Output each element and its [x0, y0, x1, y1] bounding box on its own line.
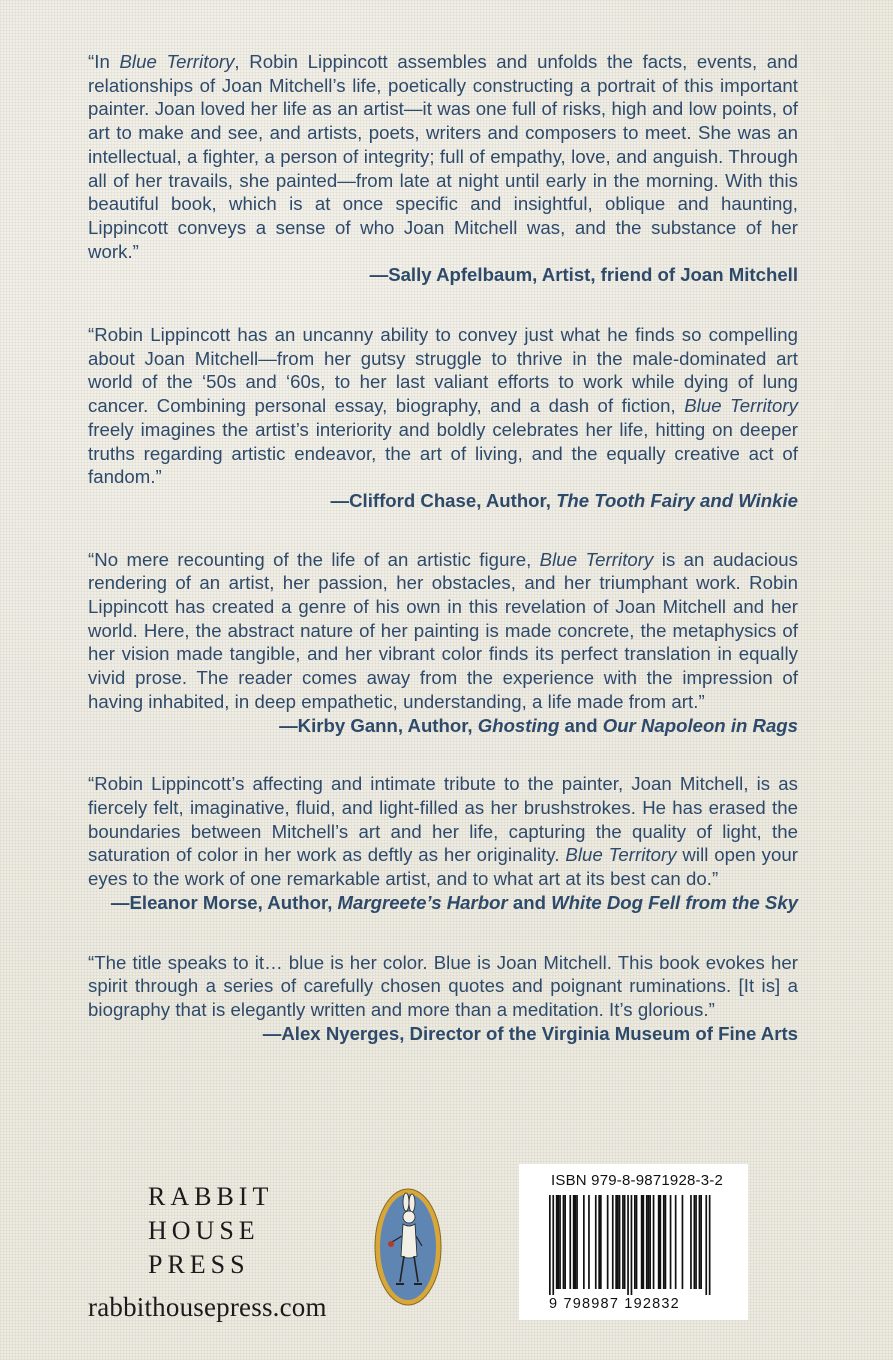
- quote-text: [88, 951, 798, 1022]
- endorsements: [88, 50, 798, 1081]
- barcode-bar: [627, 1195, 629, 1295]
- italic-title: Blue Territory: [565, 844, 677, 866]
- text-run: “In: [88, 51, 120, 72]
- italic-title: Ghosting: [477, 714, 560, 736]
- barcode-bar: [709, 1195, 711, 1295]
- quote-attribution: [88, 891, 798, 915]
- text-run: —Eleanor Morse, Author,: [110, 891, 338, 913]
- barcode-bar: [624, 1195, 626, 1289]
- quote-block: [88, 323, 798, 513]
- barcode-bars: [549, 1195, 719, 1295]
- publisher-name-line: RABBIT: [148, 1182, 274, 1211]
- quote-text: [88, 772, 798, 891]
- italic-title: Blue Territory: [539, 548, 654, 570]
- quote-text: [88, 50, 798, 263]
- text-run: “No mere recounting of the life of an artistic figure,: [88, 548, 540, 570]
- barcode-bar: [682, 1195, 684, 1289]
- barcode-bar: [705, 1195, 707, 1295]
- text-run: “Robin Lippincott’s affecting and intimate tribute to the painter, Joan Mitchell, is as fiercely felt, imaginative, fluid, and light-filled as her brushstrokes. He has erased the boundaries between Mitchell’s art and her life, capturing the quality of light, the saturation of color in her work as deftly as her originality.: [88, 773, 798, 866]
- quote-block: [88, 548, 798, 738]
- barcode-bar: [634, 1195, 636, 1289]
- text-run: is an audacious rendering of an artist, her passion, her obstacles, and her triumphant work. Robin Lippincott has created a genre of his own in this revelation of Joan Mitchell and her world. Here, the abstract nature of her painting is made concrete, the metaphysics of her vision made tangible, and her vibrant color finds its perfect translation in equally vivid prose. The reader comes away from the experience with the impression of having inhabited, in deep empathetic, understanding, a life made from art.”: [88, 548, 798, 712]
- isbn-barcode: [519, 1164, 748, 1320]
- text-run: “The title speaks to it… blue is her color. Blue is Joan Mitchell. This book evokes her spirit through a series of carefully chosen quotes and poignant ruminations. [It is] a biography that is elegantly written and more than a meditation. It’s glorious.”: [88, 951, 798, 1020]
- barcode-bar: [563, 1195, 565, 1289]
- text-run: —Kirby Gann, Author,: [279, 714, 478, 736]
- publisher-name: [148, 1180, 358, 1282]
- barcode-bar: [556, 1195, 558, 1289]
- quote-attribution: [88, 714, 798, 738]
- barcode-bar: [588, 1195, 590, 1289]
- barcode-bar: [641, 1195, 643, 1289]
- italic-title: Our Napoleon in Rags: [602, 714, 798, 736]
- barcode-bar: [619, 1195, 621, 1289]
- italic-title: Blue Territory: [684, 395, 798, 417]
- barcode-bar: [612, 1195, 614, 1289]
- publisher-name-line: PRESS: [148, 1250, 250, 1279]
- quote-text: [88, 323, 798, 489]
- barcode-bar: [559, 1195, 561, 1289]
- barcode-bar: [576, 1195, 578, 1289]
- barcode-bar: [552, 1195, 554, 1295]
- barcode-bar: [549, 1195, 551, 1295]
- barcode-bar: [583, 1195, 585, 1289]
- barcode-bar: [649, 1195, 651, 1289]
- barcode-bar: [575, 1195, 577, 1289]
- quote-text: [88, 548, 798, 714]
- barcode-bar: [617, 1195, 619, 1289]
- barcode-bar: [675, 1195, 677, 1289]
- barcode-bar: [700, 1195, 702, 1289]
- barcode-bar: [663, 1195, 665, 1289]
- barcode-bar: [636, 1195, 638, 1289]
- isbn-label: ISBN 979-8-9871928-3-2: [551, 1172, 724, 1189]
- barcode-bar: [598, 1195, 600, 1289]
- quote-block: [88, 951, 798, 1046]
- text-run: and: [559, 714, 603, 736]
- barcode-bar: [631, 1195, 633, 1295]
- barcode-bar: [660, 1195, 662, 1289]
- barcode-bar: [694, 1195, 696, 1289]
- barcode-bar: [573, 1195, 575, 1289]
- text-run: —Sally Apfelbaum, Artist, friend of Joan Mitchell: [369, 264, 798, 286]
- barcode-bar: [643, 1195, 645, 1289]
- barcode-bar: [595, 1195, 597, 1289]
- quote-attribution: [88, 1022, 798, 1046]
- italic-title: The Tooth Fairy and Winkie: [556, 489, 798, 511]
- text-run: and: [507, 891, 552, 913]
- publisher-name-line: HOUSE: [148, 1216, 260, 1245]
- barcode-bar: [665, 1195, 667, 1289]
- text-run: , Robin Lippincott assembles and unfolds the facts, events, and relationships of Joan Mitchell’s life, poetically constructing a portrait of this important painter. Joan loved her life as an artist—it was one full of risks, high and low points, of art to make and see, and artists, poets, writers and composers to meet. She was an intellectual, a fighter, a person of integrity; full of empathy, love, and anguish. Through all of her travails, she painted—from late at night until early in the morning. With this beautiful book, which is at once specific and insightful, oblique and haunting, Lippincott conveys a sense of who Joan Mitchell was, and the substance of her work.”: [88, 51, 798, 262]
- barcode-bar: [653, 1195, 655, 1289]
- text-run: freely imagines the artist’s interiority and boldly celebrates her life, hitting on deeper truths regarding artistic endeavor, the art of living, and the equally creative act of fandom.”: [88, 418, 798, 488]
- barcode-bar: [622, 1195, 624, 1289]
- barcode-bar: [646, 1195, 648, 1289]
- text-run: —Clifford Chase, Author,: [330, 489, 557, 511]
- barcode-bar: [607, 1195, 609, 1289]
- quote-block: [88, 50, 798, 287]
- quote-attribution: [88, 489, 798, 513]
- barcode-bar: [658, 1195, 660, 1289]
- barcode-bar: [648, 1195, 650, 1289]
- quote-attribution: [88, 263, 798, 287]
- rabbit-house-logo: [372, 1186, 444, 1308]
- barcode-bar: [699, 1195, 701, 1289]
- barcode-digits: 9 798987 192832: [549, 1296, 680, 1312]
- barcode-bar: [558, 1195, 560, 1289]
- barcode-bar: [564, 1195, 566, 1289]
- barcode-bar: [600, 1195, 602, 1289]
- text-run: will open your eyes to the work of one remarkable artist, and to what art at its best can do.”: [88, 844, 798, 890]
- barcode-bar: [695, 1195, 697, 1289]
- publisher-url: rabbithousepress.com: [88, 1292, 327, 1322]
- publisher-block: [88, 1180, 358, 1323]
- barcode-bar: [569, 1195, 571, 1289]
- text-run: —Alex Nyerges, Director of the Virginia Museum of Fine Arts: [262, 1022, 798, 1044]
- barcode-bar: [670, 1195, 672, 1289]
- text-run: “Robin Lippincott has an uncanny ability to convey just what he finds so compelling about Joan Mitchell—from her gutsy struggle to thrive in the male-dominated art world of the ‘50s and ‘60s, to her last valiant efforts to work while dying of lung cancer. Combining personal essay, biography, and a dash of fiction,: [88, 324, 798, 417]
- italic-title: Blue Territory: [119, 51, 235, 72]
- barcode-bar: [690, 1195, 692, 1289]
- quote-block: [88, 772, 798, 914]
- italic-title: White Dog Fell from the Sky: [551, 891, 798, 913]
- barcode-bar: [615, 1195, 617, 1289]
- italic-title: Margreete’s Harbor: [337, 891, 508, 913]
